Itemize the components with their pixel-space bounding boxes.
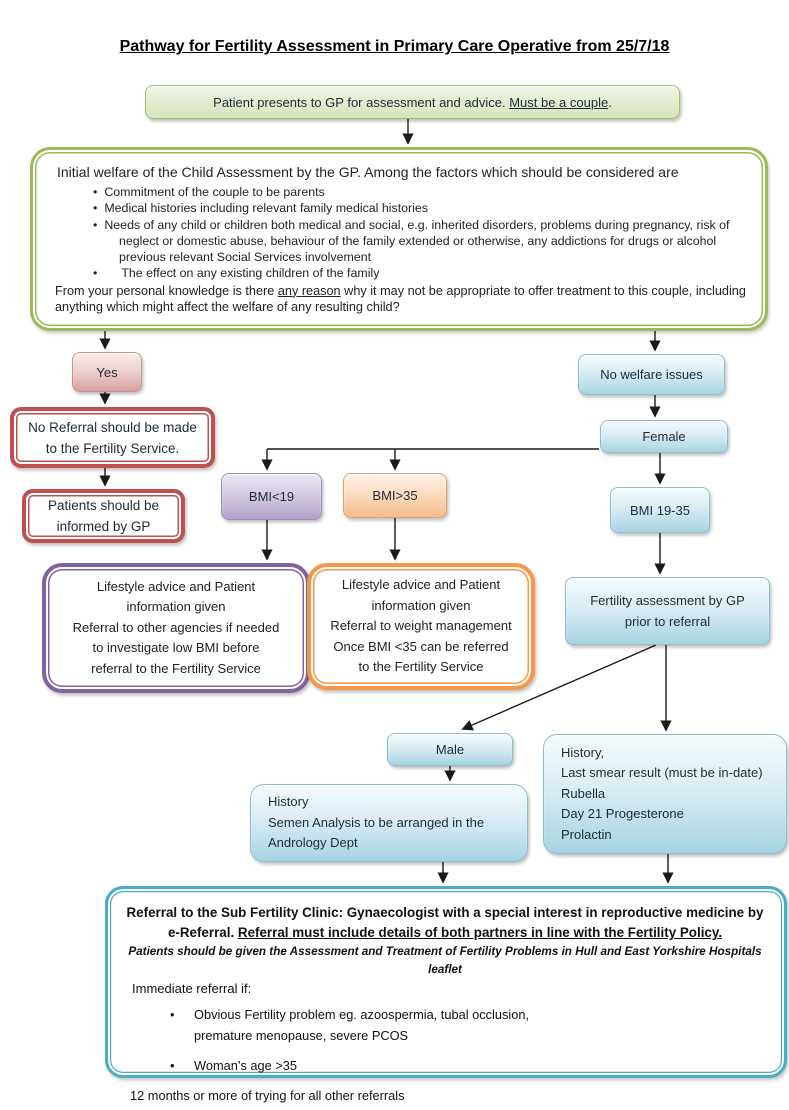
node-patient-presents xyxy=(145,85,680,119)
node-label: History, Last smear result (must be in-date) Rubella Day 21 Progesterone Prolactin xyxy=(561,744,763,842)
node-label: History Semen Analysis to be arranged in the Andrology Dept xyxy=(268,794,485,851)
referral-bullet: • Obvious Fertility problem eg. azoospermia, tubal occlusion, premature menopause, severe PCOS xyxy=(170,1005,766,1046)
node-bmi-under-19 xyxy=(221,473,322,520)
page-title: Pathway for Fertility Assessment in Primary Care Operative from 25/7/18 xyxy=(119,38,670,55)
node-label: Patients should be informed by GP xyxy=(47,498,160,534)
node-referral-clinic xyxy=(105,886,787,1103)
node-label: Patient presents to GP for assessment and advice. Must be a couple. xyxy=(213,94,612,110)
node-label: Lifestyle advice and Patient information given Referral to weight management Once BMI <35 can be referred to the Fertility Service xyxy=(330,577,512,675)
referral-immediate-label: Immediate referral if: xyxy=(132,981,252,996)
welfare-bullet-list xyxy=(49,184,747,282)
node-bmi-19-35 xyxy=(610,487,710,533)
node-label: No welfare issues xyxy=(600,367,703,382)
node-label: BMI<19 xyxy=(248,489,295,504)
node-no-referral xyxy=(10,407,215,468)
node-label: BMI>35 xyxy=(372,488,418,503)
referral-bullet-list xyxy=(124,1005,766,1087)
node-label: BMI 19-35 xyxy=(630,502,690,518)
welfare-bullet: • Commitment of the couple to be parents xyxy=(93,184,747,200)
node-male xyxy=(387,733,513,766)
referral-leaflet-note: Patients should be given the Assessment and Treatment of Fertility Problems in Hull and East Yorkshire Hospitals leaflet xyxy=(128,945,762,976)
welfare-bullet: • The effect on any existing children of the family xyxy=(93,265,747,281)
node-lifestyle-high-bmi xyxy=(307,563,535,690)
node-welfare-assessment xyxy=(30,147,768,331)
node-female xyxy=(600,420,728,453)
node-bmi-over-35 xyxy=(343,473,447,518)
welfare-heading: Initial welfare of the Child Assessment by the GP. Among the factors which should be considered are xyxy=(57,164,679,180)
node-fertility-assessment xyxy=(565,577,770,645)
welfare-bullet: • Medical histories including relevant family medical histories xyxy=(93,200,747,216)
node-yes xyxy=(72,352,142,392)
node-label: No Referral should be made to the Fertility Service. xyxy=(28,419,197,456)
node-patients-informed xyxy=(22,489,185,543)
node-male-history xyxy=(250,784,528,862)
referral-bullet: • Woman’s age >35 xyxy=(170,1056,766,1077)
node-female-history xyxy=(543,734,787,854)
referral-heading: Referral to the Sub Fertility Clinic: Gynaecologist with a special interest in reproductive medicine by e-Referral. Referral must include details of both partners in line with the Fertility Policy. xyxy=(126,905,764,940)
node-label: Male xyxy=(435,742,465,757)
node-lifestyle-low-bmi xyxy=(42,563,310,693)
node-label: Yes xyxy=(96,364,118,380)
node-label: Fertility assessment by GP prior to referral xyxy=(590,593,745,629)
referral-footer: 12 months or more of trying for all other referrals xyxy=(130,1087,405,1103)
node-label: Female xyxy=(642,429,686,444)
node-label: Lifestyle advice and Patient information given Referral to other agencies if needed to investigate low BMI before referral to the Fertility Service xyxy=(72,578,280,676)
welfare-bullet: • Needs of any child or children both medical and social, e.g. inherited disorders, problems during pregnancy, risk of neglect or domestic abuse, behaviour of the family extended or otherwise, any addictions for drugs or alcohol previous relevant Social Services involvement xyxy=(93,217,747,266)
welfare-question: From your personal knowledge is there any reason why it may not be appropriate to offer treatment to this couple, including anything which might affect the welfare of any resulting child? xyxy=(55,283,746,315)
node-no-welfare-issues xyxy=(578,354,725,395)
